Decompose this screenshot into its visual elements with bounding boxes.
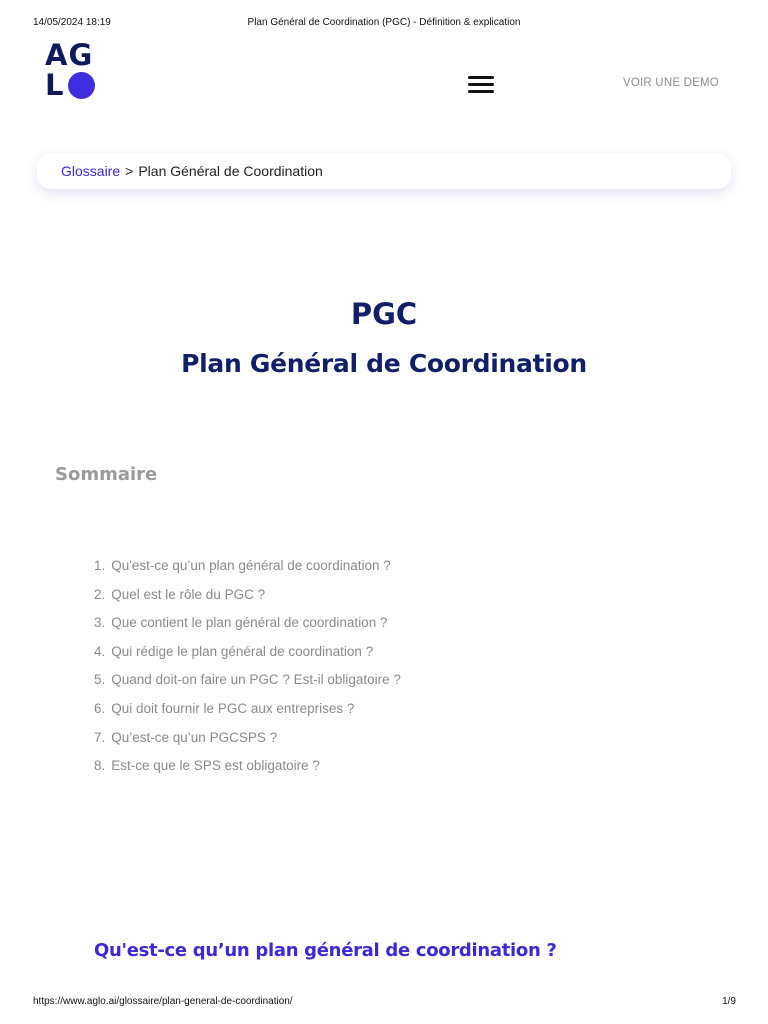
logo-text-top: AG xyxy=(45,38,94,72)
summary-item[interactable] xyxy=(94,729,401,758)
summary-item-label: Quand doit-on faire un PGC ? Est-il obligatoire ? xyxy=(111,672,401,688)
print-page-number: 1/9 xyxy=(722,996,736,1007)
print-url: https://www.aglo.ai/glossaire/plan-general-de-coordination/ xyxy=(33,996,293,1007)
summary-item-label: Quel est le rôle du PGC ? xyxy=(111,586,266,602)
menu-bar-3 xyxy=(468,90,494,93)
summary-item-label: Est-ce que le SPS est obligatoire ? xyxy=(111,758,320,774)
summary-item[interactable] xyxy=(94,757,401,786)
summary-item-number: 4. xyxy=(94,643,106,659)
summary-item-number: 2. xyxy=(94,586,106,602)
summary-item-label: Qu'est-ce qu’un plan général de coordination ? xyxy=(111,558,391,573)
summary-item-label: Qui doit fournir le PGC aux entreprises ? xyxy=(111,700,355,716)
print-header xyxy=(0,17,768,31)
summary-item[interactable] xyxy=(94,700,401,729)
menu-bar-2 xyxy=(468,83,494,86)
summary-item-number: 1. xyxy=(94,558,106,573)
summary-item-number: 3. xyxy=(94,615,106,631)
summary-item[interactable] xyxy=(94,586,401,615)
hamburger-menu-icon[interactable] xyxy=(468,76,494,96)
summary-item-label: Que contient le plan général de coordination ? xyxy=(111,615,388,631)
breadcrumb xyxy=(37,153,731,189)
summary-item-number: 6. xyxy=(94,700,106,716)
menu-bar-1 xyxy=(468,76,494,79)
print-document-title: Plan Général de Coordination (PGC) - Définition & explication xyxy=(247,17,521,28)
print-footer xyxy=(0,996,768,1010)
summary-item[interactable] xyxy=(94,557,401,586)
breadcrumb-link-glossaire[interactable]: Glossaire xyxy=(61,163,121,179)
summary-item[interactable] xyxy=(94,614,401,643)
summary-item[interactable] xyxy=(94,671,401,700)
page-title: Plan Général de Coordination xyxy=(181,349,587,378)
summary-heading: Sommaire xyxy=(55,464,158,485)
summary-item-number: 8. xyxy=(94,758,106,774)
logo-text-bottom: L xyxy=(45,68,65,102)
summary-item-number: 5. xyxy=(94,672,106,688)
summary-item-label: Qu’est-ce qu’un PGCSPS ? xyxy=(111,729,278,745)
aglo-logo[interactable] xyxy=(45,40,105,102)
demo-link[interactable]: VOIR UNE DEMO xyxy=(623,77,719,89)
section-heading: Qu'est-ce qu’un plan général de coordination ? xyxy=(94,940,557,961)
summary-item[interactable] xyxy=(94,643,401,672)
logo-dot-icon xyxy=(68,72,95,99)
summary-list xyxy=(94,557,401,786)
print-datetime: 14/05/2024 18:19 xyxy=(33,17,111,28)
summary-item-label: Qui rédige le plan général de coordination ? xyxy=(111,643,374,659)
breadcrumb-current: Plan Général de Coordination xyxy=(138,163,323,179)
summary-item-number: 7. xyxy=(94,729,106,745)
breadcrumb-separator: > xyxy=(125,163,134,179)
page-abbreviation: PGC xyxy=(350,297,418,331)
